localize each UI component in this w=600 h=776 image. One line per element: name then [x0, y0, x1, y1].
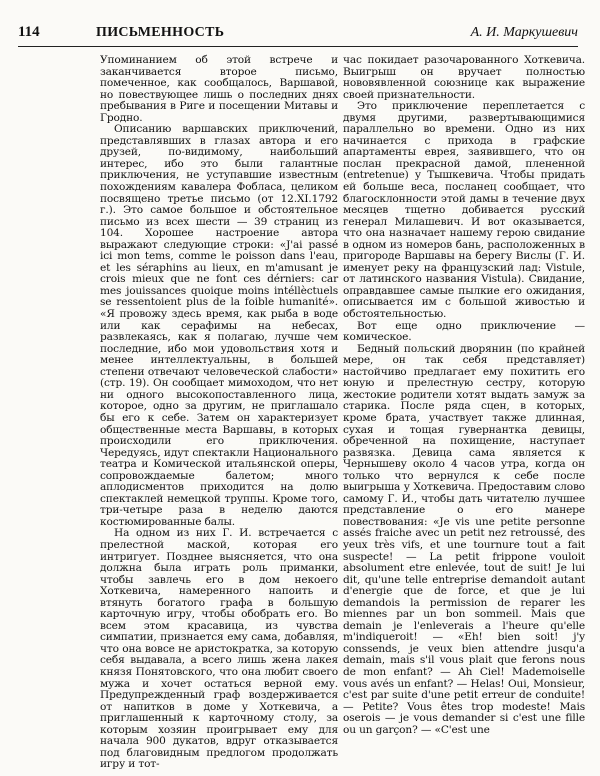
- running-header: [18, 24, 578, 44]
- page-number: 114: [18, 24, 40, 40]
- author-name: А. И. Маркушевич: [470, 25, 578, 40]
- header-rule: [18, 46, 578, 47]
- paragraph: Вот еще одно приключение — комическое.: [343, 319, 585, 344]
- paragraph: Описанию варшавских приключений, представлявших в глазах автора и его друзей, по-видимому, наибольший интерес, ибо это были галантные приключения, не уступавшие известным похождениям кавалера Фобласа, целиком посвящено третье письмо (от 12.XI.1792 г.). Это самое большое и обстоятельное письмо из всех шести — 39 страниц из 104. Хорошее настроение автора выражают следующие строки: «J'ai passé ici mon tems, comme le poisson dans l'eau, et les séraphins au lieux, en m'amusant je crois mieux que ne font ces dérniers: car mes jouissances quoique moins intéllèctuels se ressentoient plus de la foible humanité». «Я провожу здесь время, как рыба в воде или как серафимы на небесах, развлекаясь, как я полагаю, лучше чем последние, ибо мои удовольствия хотя и менее интеллектуальны, в большей степени отвечают человеческой слабости» (стр. 19). Он сообщает мимоходом, что нет ни одного высокопоставленного лица, которое, одно за другим, не приглашало бы его к себе. Затем он характеризует общественные места Варшавы, в которых происходили его приключения. Чередуясь, идут спектакли Национального театра и Комической итальянской оперы, сопровождаемые балетом; много аплодисментов приходится на долю спектаклей немецкой труппы. Кроме того, три-четыре раза в неделю даются костюмированные балы.: [100, 123, 338, 528]
- paragraph: час покидает разочарованного Хоткевича. Выигрыш он вручает полностью нововявленной союзнице как выражение своей признательности.: [343, 54, 585, 101]
- paragraph: Бедный польский дворянин (по крайней мере, он так себя представляет) настойчиво предлагает ему похитить его юную и прелестную сестру, которую жестокие родители хотят выдать замуж за старика. После ряда сцен, в которых, кроме брата, участвует также длинная, сухая и тощая гувернантка девицы, обреченной на похищение, наступает развязка. Девица сама является к Чернышеву около 4 часов утра, когда он только что вернулся к себе после выигрыша у Хоткевича. Предоставим слово самому Г. И., чтобы дать читателю лучшее представление о его манере повествования: «Je vis une petite personne assés fraiche avec un petit nez retroussé, des yeux très vifs, et une tournure tout a fait suspecte! — La petit frippone vouloit absolument etre enlevée, tout de suit! Je lui dit, qu'une telle entreprise demandoit autant d'energie que de force, et que je lui demandois la permission de reparer les miennes par un bon sommeil. Mais que demain je l'enleverais a l'heure qu'elle m'indiqueroit! — «Eh! bien soit! j'y conssends, je veux bien attendre jusqu'a demain, mais s'il vous plait que ferons nous de mon enfant? — Ah Ciel! Mademoiselle vous avés un enfant? — Helas! Oui, Monsieur, c'est par suite d'une petit erreur de conduite! — Petite? Vous êtes trop modeste! Mais oserois — je vous demander si c'est une fille ou un garçon? — «C'est une: [343, 342, 585, 736]
- paragraph: Это приключение переплетается с двумя другими, развертывающимися параллельно во времени. Одно из них начинается с прихода в графские апартаменты еврея, заявившего, что он послан прекрасной дамой, плененной (entretenue) у Тышкевича. Чтобы придать ей больше веса, посланец сообщает, что благосклонности этой дамы в течение двух месяцев тщетно добивается русский генерал Милашевич. И вот оказывается, что она назначает нашему герою свидание в одном из номеров бань, расположенных в пригороде Варшавы на берегу Вислы (Г. И. именует реку на французский лад: Vistule, от латинского названия Vistula). Свидание, оправдавшее самые пылкие его ожидания, описывается им с большой живостью и обстоятельностью.: [343, 100, 585, 321]
- paragraph: На одном из них Г. И. встречается с прелестной маской, которая его интригует. Позднее выясняется, что она должна была играть роль приманки, чтобы завлечь его в дом некоего Хоткевича, намеренного напоить и втянуть богатого графа в большую карточную игру, чтобы обобрать его. Во всем этом красавица, из чувства симпатии, признается ему сама, добавляя, что она вовсе не аристократка, за которую себя выдавала, а всего лишь жена лакея князя Понятовского, что она любит своего мужа и хочет остаться верной ему. Предупрежденный граф воздерживается от напитков в доме у Хоткевича, а приглашенный к карточному столу, за которым хозяин проигрывает ему для начала 900 дукатов, вдруг отказывается под благовидным предлогом продолжать игру и тот-: [100, 527, 338, 771]
- right-column: [343, 55, 585, 736]
- left-column: [100, 55, 338, 771]
- section-title: ПИСЬМЕННОСТЬ: [96, 25, 225, 40]
- paragraph: Упоминанием об этой встрече и заканчивается второе письмо, помеченное, как сообщалось, Варшавой, но повествующее лишь о последних днях пребывания в Риге и посещении Митавы и Гродно.: [100, 54, 338, 124]
